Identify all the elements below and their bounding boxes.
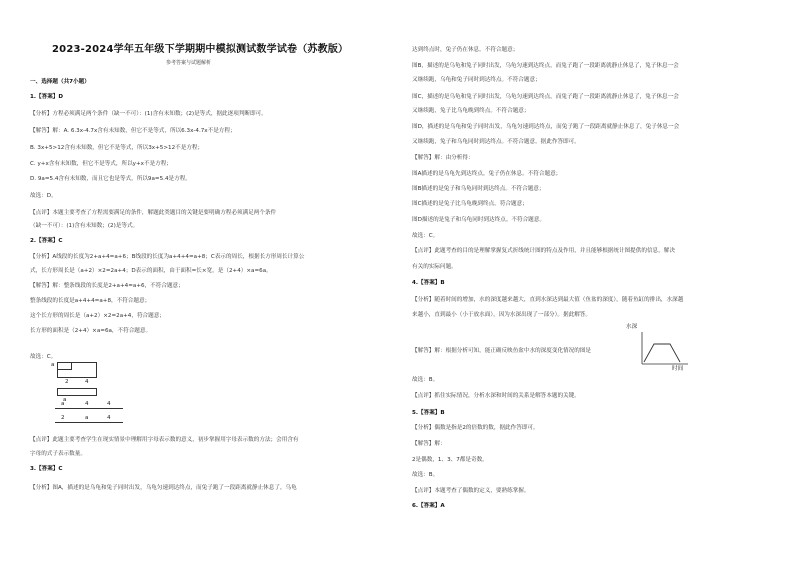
right-text-line: 2是偶数，1、3、7都是奇数。 [412, 457, 488, 463]
right-text-line: 图A描述的是乌龟先到达终点，兔子仍在休息。不符合题意； [412, 171, 562, 177]
left-text-line: 3.【答案】C [30, 466, 63, 472]
right-text-line: 5.【答案】B [412, 410, 445, 416]
y-axis-label: 水深 [626, 324, 638, 330]
left-text-line: 长方形的面积是（2+4）×a=6a，不符合题意。 [30, 328, 152, 334]
left-text-line: 【点评】此题主要考查学生在现实情景中理解用字母表示数的意义，初步掌握用字母表示数的方法；会用含有 [30, 437, 299, 443]
right-text-line: 【解答】解：根据分析可知，能正确反映鱼盆中水的深度变化情况的图是 [412, 348, 592, 354]
right-text-line: 图B描述的是兔子和乌龟同时到达终点。不符合题意； [412, 186, 545, 192]
page-subtitle: 参考答案与试题解析 [166, 60, 212, 66]
water-depth-graph [626, 324, 690, 372]
seg2-2: 2 [61, 415, 65, 421]
right-text-line: 【点评】抓住实际情况，分析水深和时间的关系是解答本题的关键。 [412, 393, 580, 399]
rectangle-bottom [57, 388, 97, 396]
left-text-line: 字母的式子表示数量。 [30, 451, 86, 457]
seg2-4: 4 [107, 415, 111, 421]
left-text-line: 1.【答案】D [30, 94, 64, 100]
segment-line-2 [55, 422, 123, 423]
left-text-line: C. y+x含有未知数，但它不是等式，所以y+x不是方程； [30, 161, 172, 167]
right-text-line: 又继续跑，兔子和乌龟同时到达终点。不符合题意。据此作答即可。 [412, 139, 580, 145]
left-text-line: D. 9a=5.4含有未知数，而且它也是等式，所以9a=5.4是方程。 [30, 176, 191, 182]
seg1-4b: 4 [107, 401, 111, 407]
right-text-line: 4.【答案】B [412, 280, 445, 286]
right-text-line: 【解答】解：由分析得： [412, 155, 474, 161]
right-text-line: 【分析】随着时间的增加，水的深度越来越大，直到水深达到最大值（鱼盆的深度），随着鱼缸的排出，水深越 [412, 297, 684, 303]
segment-line-1 [55, 408, 123, 409]
left-text-line: （缺一不可）：(1)含有未知数；(2)是等式。 [30, 223, 139, 229]
right-text-line: 又继续跑，兔子比乌龟晚到终点。不符合题意； [412, 108, 530, 114]
right-text-line: 图B，描述的是乌龟和兔子同时出发，乌龟匀速到达终点，而兔子跑了一段距离就静止休息了，兔子休息一会 [412, 63, 679, 69]
left-text-line: 整条线段的长度是a+4+4=a+8，不符合题意； [30, 298, 151, 304]
right-text-line: 故选：C。 [412, 233, 439, 239]
label-a-mid: a [63, 397, 67, 403]
right-text-line: 【解答】解： [412, 441, 446, 447]
right-text-line: 故选：B。 [412, 472, 439, 478]
right-text-line: 故选：B。 [412, 377, 439, 383]
left-text-line: 这个长方形的周长是（a+2）×2=2a+4，符合题意； [30, 313, 165, 319]
left-text-line: 【点评】本题主要考查了方程需要满足的条件，解题此类题目的关键是要明确方程必须满足两个条件 [30, 210, 277, 216]
right-text-line: 图C描述的是兔子比乌龟晚到终点。符合题意； [412, 201, 528, 207]
left-text-line: 故选：D。 [30, 193, 57, 199]
page-title: 2023-2024学年五年级下学期期中模拟测试数学试卷（苏教版） [52, 44, 349, 55]
q2-segment-diagrams [55, 402, 135, 426]
right-text-line: 图D描述的是兔子和乌龟同时到达终点。不符合题意。 [412, 217, 545, 223]
left-text-line: 【分析】方程必须满足两个条件（缺一不可）：(1)含有未知数；(2)是等式，据此逐项判断即可。 [30, 111, 267, 117]
right-text-line: 达到终点时，兔子仍在休息。不符合题意； [412, 47, 519, 53]
right-text-line: 有关的实际问题。 [412, 264, 457, 270]
seg1-a: a [61, 401, 65, 407]
right-text-line: 图D，描述的是乌龟和兔子同时出发，乌龟匀速到达终点，而兔子跑了一段距离就静止休息了，兔子休息一会 [412, 124, 680, 130]
depth-curve [644, 344, 680, 362]
left-text-line: 一、选择题（共7小题） [30, 79, 90, 85]
right-text-line: 【点评】本题考查了偶数的定义，要熟练掌握。 [412, 488, 530, 494]
left-text-line: B. 3x+5>12含有未知数，但它不是等式，所以3x+5>12不是方程； [30, 145, 204, 151]
left-text-line: 【分析】图A，描述的是乌龟和兔子同时出发，乌龟匀速到达终点，而兔子跑了一段距离就静止休息了，乌龟 [30, 485, 297, 491]
seg1-4a: 4 [85, 401, 89, 407]
label-a-top: a [51, 362, 55, 368]
left-text-line: 【解答】解：整条线段的长度是2+a+4=a+6，不符合题意； [30, 283, 184, 289]
right-text-line: 6.【答案】A [412, 503, 445, 509]
right-text-line: 【分析】偶数是指是2的倍数的数，据此作答即可。 [412, 425, 539, 431]
label-4: 4 [85, 379, 89, 385]
left-text-line: 【分析】A线段的长度为2+a+4=a+6；B线段的长度为a+4+4=a+8；C表示的周长，根据长方形周长计算公 [30, 254, 305, 260]
left-text-line: 2.【答案】C [30, 238, 63, 244]
right-text-line: 图C，描述的是乌龟和兔子同时出发，乌龟匀速到达终点，而兔子跑了一段距离就静止休息了，兔子休息一会 [412, 94, 679, 100]
rectangle-inner [57, 362, 72, 370]
right-text-line: 【点评】此题考查的目的是理解掌握复式折线统计图的特点及作用，并且能够根据统计图提供的信息，解决 [412, 248, 675, 254]
label-2: 2 [65, 379, 69, 385]
right-text-line: 又继续跑，乌龟和兔子同时到达终点。不符合题意； [412, 77, 541, 83]
left-text-line: 【解答】解：A. 6.3x-4.7x含有未知数，但它不是等式，所以6.3x-4.7x不是方程； [30, 128, 236, 134]
left-text-line: 故选：C。 [30, 354, 57, 360]
x-axis-label: 时间 [672, 366, 684, 372]
right-text-line: 来越小，直到最小（小于放水面），因为水深出现了一部分）。据此解答。 [412, 312, 591, 318]
left-text-line: 式，长方形周长是（a+2）×2=2a+4；D表示的面积，由于面积=长×宽，是（2+4）×a=6a。 [30, 268, 272, 274]
seg2-a: a [85, 415, 89, 421]
